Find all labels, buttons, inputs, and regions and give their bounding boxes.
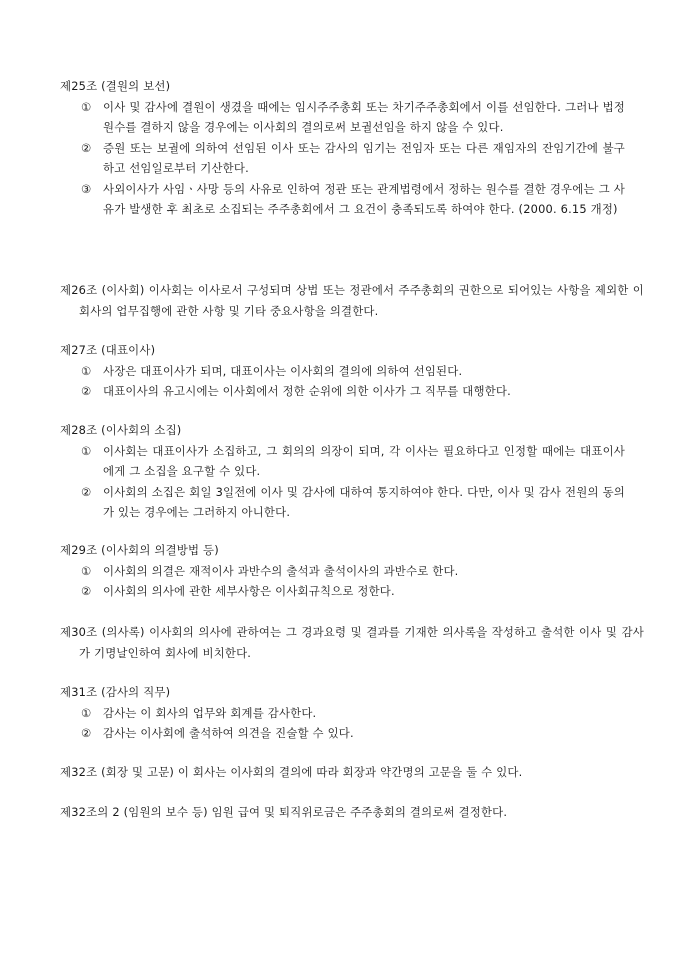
item-number: ② bbox=[81, 484, 92, 499]
item-number: ① bbox=[81, 705, 92, 720]
article-heading: 제28조 (이사회의 소집) bbox=[60, 423, 182, 437]
article-30 bbox=[60, 622, 644, 663]
item-number: ① bbox=[81, 563, 92, 578]
article-heading: 제32조의 2 (임원의 보수 등) bbox=[60, 805, 208, 819]
item-text: 이사회의 의사에 관한 세부사항은 이사회규칙으로 정한다. bbox=[103, 584, 395, 598]
article-heading: 제30조 (의사록) bbox=[60, 625, 145, 639]
item-text: 증원 또는 보궐에 의하여 선임된 이사 또는 감사의 임기는 전임자 또는 다른 재임자의 잔임기간에 불구하고 선임일로부터 기산한다. bbox=[103, 140, 625, 175]
item-number: ② bbox=[81, 140, 92, 155]
article-text: 이 회사는 이사회의 결의에 따라 회장과 약간명의 고문을 둘 수 있다. bbox=[177, 765, 523, 779]
article-heading: 제29조 (이사회의 의결방법 등) bbox=[60, 543, 219, 557]
item-text: 사외이사가 사임ㆍ사망 등의 사유로 인하여 정관 또는 관계법령에서 정하는 원수를 결한 경우에는 그 사유가 발생한 후 최초로 소집되는 주주총회에서 그 요건이 충족되도록 하여야 한다. (2000. 6.15 개정) bbox=[103, 181, 625, 216]
item-text: 감사는 이사회에 출석하여 의견을 진술할 수 있다. bbox=[103, 726, 354, 740]
article-heading: 제26조 (이사회) bbox=[60, 283, 145, 297]
article-item bbox=[60, 361, 625, 382]
article-25 bbox=[60, 76, 625, 220]
article-heading: 제25조 (결원의 보선) bbox=[60, 79, 171, 93]
item-number: ① bbox=[81, 99, 92, 114]
article-item bbox=[60, 138, 625, 179]
article-item bbox=[60, 703, 625, 724]
article-32-2 bbox=[60, 802, 644, 823]
item-text: 감사는 이 회사의 업무와 회계를 감사한다. bbox=[103, 705, 317, 720]
article-28 bbox=[60, 420, 625, 523]
article-26 bbox=[60, 280, 644, 321]
article-item bbox=[60, 97, 625, 138]
item-text: 대표이사의 유고시에는 이사회에서 정한 순위에 의한 이사가 그 직무를 대행한다. bbox=[103, 384, 511, 398]
article-item bbox=[60, 179, 625, 220]
item-number: ① bbox=[81, 443, 92, 458]
article-item bbox=[60, 581, 625, 602]
article-heading: 제27조 (대표이사) bbox=[60, 343, 156, 357]
article-item bbox=[60, 723, 625, 744]
item-number: ③ bbox=[81, 181, 92, 196]
article-text: 임원 급여 및 퇴직위로금은 주주총회의 결의로써 결정한다. bbox=[211, 805, 508, 819]
item-text: 이사회의 소집은 회일 3일전에 이사 및 감사에 대하여 통지하여야 한다. 다만, 이사 및 감사 전원의 동의가 있는 경우에는 그러하지 아니한다. bbox=[103, 484, 625, 519]
article-item bbox=[60, 381, 625, 402]
item-text: 이사 및 감사에 결원이 생겼을 때에는 임시주주총회 또는 차기주주총회에서 이를 선임한다. 그러나 법정원수를 결하지 않을 경우에는 이사회의 결의로써 보궐선임을 하지 않을 수 있다. bbox=[103, 99, 625, 134]
article-item bbox=[60, 441, 625, 482]
item-text: 이사회는 대표이사가 소집하고, 그 회의의 의장이 되며, 각 이사는 필요하다고 인정할 때에는 대표이사에게 그 소집을 요구할 수 있다. bbox=[103, 443, 625, 478]
article-heading: 제31조 (감사의 직무) bbox=[60, 685, 171, 699]
article-heading: 제32조 (회장 및 고문) bbox=[60, 765, 175, 779]
article-item bbox=[60, 482, 625, 523]
article-item bbox=[60, 561, 625, 582]
article-32 bbox=[60, 762, 644, 783]
item-number: ② bbox=[81, 584, 92, 598]
article-29 bbox=[60, 540, 625, 602]
article-27 bbox=[60, 340, 625, 402]
item-number: ② bbox=[81, 726, 92, 740]
item-text: 사장은 대표이사가 되며, 대표이사는 이사회의 결의에 의하여 선임된다. bbox=[103, 363, 463, 378]
item-text: 이사회의 의결은 재적이사 과반수의 출석과 출석이사의 과반수로 한다. bbox=[103, 563, 459, 578]
article-text: 이사회의 의사에 관하여는 그 경과요령 및 결과를 기재한 의사록을 작성하고 출석한 이사 및 감사가 기명날인하여 회사에 비치한다. bbox=[79, 625, 644, 660]
article-31 bbox=[60, 682, 625, 744]
item-number: ② bbox=[81, 384, 92, 398]
item-number: ① bbox=[81, 363, 92, 378]
article-text: 이사회는 이사로서 구성되며 상법 또는 정관에서 주주총회의 권한으로 되어있는 사항을 제외한 이 회사의 업무집행에 관한 사항 및 기타 중요사항을 의결한다. bbox=[79, 283, 644, 318]
